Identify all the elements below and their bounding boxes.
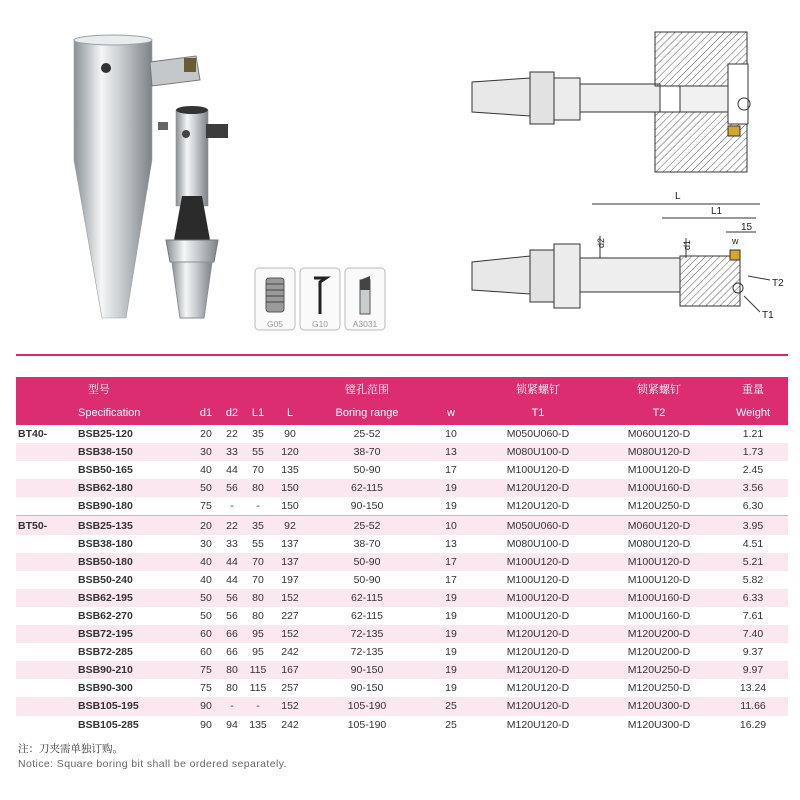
cell-L: 257 bbox=[281, 682, 299, 695]
cell-series bbox=[16, 607, 74, 625]
cell-L: 152 bbox=[272, 625, 308, 643]
table-row bbox=[16, 589, 788, 607]
cell-series bbox=[16, 661, 74, 679]
cell-series bbox=[16, 571, 74, 589]
cell-d1: 50 bbox=[192, 479, 220, 497]
cell-spec: BSB62-270 bbox=[78, 609, 133, 622]
cell-series bbox=[16, 697, 74, 715]
accessory-label-a3031: A3031 bbox=[352, 319, 378, 329]
cell-spec: BSB25-135 bbox=[74, 516, 192, 535]
cell-L1: 35 bbox=[252, 428, 264, 441]
cell-t2: M120U300-D bbox=[627, 718, 691, 731]
cell-d1: 60 bbox=[192, 625, 220, 643]
cell-d2: 22 bbox=[226, 428, 238, 441]
th-weight-cn: 重量 bbox=[718, 377, 788, 401]
cell-t2: M060U120-D bbox=[627, 428, 691, 441]
table-row bbox=[16, 643, 788, 661]
cell-L: 150 bbox=[281, 500, 299, 513]
cell-t2: M120U300-D bbox=[600, 697, 718, 715]
cell-L: 152 bbox=[272, 589, 308, 607]
cell-L: 92 bbox=[272, 516, 308, 535]
accessory-g10 bbox=[300, 268, 340, 330]
cell-t2: M120U250-D bbox=[627, 500, 691, 513]
cell-series bbox=[16, 497, 74, 516]
cell-weight: 3.56 bbox=[718, 479, 788, 497]
dim-L1: L1 bbox=[711, 206, 723, 217]
cell-t1: M050U060-D bbox=[506, 428, 570, 441]
cell-range: 90-150 bbox=[308, 661, 426, 679]
cell-spec: BSB38-150 bbox=[74, 443, 192, 461]
cell-L1: 70 bbox=[244, 553, 272, 571]
dim-w: w bbox=[732, 236, 739, 246]
cell-w: 17 bbox=[426, 553, 476, 571]
spec-table bbox=[16, 377, 788, 734]
cell-d2: 33 bbox=[220, 443, 244, 461]
accessory-g05 bbox=[255, 268, 295, 330]
cell-range: 50-90 bbox=[353, 464, 381, 477]
dim-T2: T2 bbox=[772, 278, 784, 289]
cell-weight: 7.61 bbox=[742, 609, 764, 622]
cell-t2: M100U160-D bbox=[600, 589, 718, 607]
cell-d2: - bbox=[230, 500, 234, 513]
cell-range: 72-135 bbox=[308, 625, 426, 643]
cell-series: BT40- bbox=[18, 428, 48, 441]
cell-range: 105-190 bbox=[347, 718, 387, 731]
cell-range: 62-115 bbox=[308, 589, 426, 607]
cell-w: 19 bbox=[426, 625, 476, 643]
cell-L: 242 bbox=[281, 646, 299, 659]
cell-t1: M120U120-D bbox=[476, 697, 600, 715]
cell-L: 137 bbox=[281, 537, 299, 550]
cell-d1: 90 bbox=[200, 718, 212, 731]
cell-t1: M120U120-D bbox=[476, 479, 600, 497]
cell-d2: 44 bbox=[226, 573, 238, 586]
th-t2-cn: 锁紧螺钉 bbox=[600, 377, 718, 401]
cell-range: 50-90 bbox=[353, 573, 381, 586]
th-t1-cn: 锁紧螺钉 bbox=[476, 377, 600, 401]
cell-L: 242 bbox=[281, 718, 299, 731]
cell-weight: 1.21 bbox=[742, 428, 764, 441]
table-row bbox=[16, 461, 788, 479]
cell-weight: 6.33 bbox=[718, 589, 788, 607]
cell-t1: M080U100-D bbox=[476, 443, 600, 461]
th-d1: d1 bbox=[192, 401, 220, 425]
dim-15: 15 bbox=[741, 222, 753, 233]
cell-range: 38-70 bbox=[353, 537, 381, 550]
cell-t1: M100U120-D bbox=[506, 573, 570, 586]
cell-t1: M100U120-D bbox=[476, 589, 600, 607]
cell-t1: M100U120-D bbox=[506, 464, 570, 477]
cell-d1: 60 bbox=[200, 646, 212, 659]
cell-d1: 75 bbox=[200, 682, 212, 695]
cell-spec: BSB38-180 bbox=[78, 537, 133, 550]
table-row bbox=[16, 679, 788, 697]
dim-T1: T1 bbox=[762, 310, 774, 321]
dim-d2: d2 bbox=[596, 237, 606, 248]
table-row bbox=[16, 571, 788, 589]
cell-L1: 70 bbox=[252, 573, 264, 586]
cell-weight: 9.97 bbox=[718, 661, 788, 679]
dim-d1: d1 bbox=[682, 239, 692, 250]
table-row bbox=[16, 553, 788, 571]
th-t1: T1 bbox=[476, 401, 600, 425]
cell-range: 25-52 bbox=[353, 428, 381, 441]
cell-L: 137 bbox=[272, 553, 308, 571]
cell-w: 19 bbox=[445, 646, 457, 659]
cell-t2: M100U120-D bbox=[600, 553, 718, 571]
cell-t1: M100U120-D bbox=[476, 553, 600, 571]
th-w: w bbox=[426, 401, 476, 425]
cell-spec: BSB72-285 bbox=[78, 646, 133, 659]
table-row bbox=[16, 516, 788, 535]
header-row-en bbox=[16, 401, 788, 425]
cell-w: 13 bbox=[426, 443, 476, 461]
cell-series bbox=[16, 553, 74, 571]
cell-weight: 7.40 bbox=[718, 625, 788, 643]
cell-range: 50-90 bbox=[308, 553, 426, 571]
cell-t1: M120U120-D bbox=[506, 718, 570, 731]
cell-t2: M120U200-D bbox=[600, 625, 718, 643]
cell-series bbox=[16, 461, 74, 479]
cell-weight: 5.82 bbox=[742, 573, 764, 586]
table-row bbox=[16, 697, 788, 715]
cell-weight: 3.95 bbox=[718, 516, 788, 535]
cell-w: 25 bbox=[445, 718, 457, 731]
cell-t1: M100U120-D bbox=[506, 609, 570, 622]
table-row bbox=[16, 625, 788, 643]
cell-d2: 66 bbox=[220, 625, 244, 643]
cell-t2: M100U160-D bbox=[600, 479, 718, 497]
th-spec: Specification bbox=[74, 401, 192, 425]
cell-t1: M120U120-D bbox=[476, 625, 600, 643]
cell-L1: 70 bbox=[252, 464, 264, 477]
cell-series: BT50- bbox=[16, 516, 74, 535]
cell-d2: 80 bbox=[220, 661, 244, 679]
cell-L1: - bbox=[256, 500, 260, 513]
cell-t2: M120U250-D bbox=[600, 661, 718, 679]
cell-range: 62-115 bbox=[351, 609, 383, 622]
cell-t1: M120U120-D bbox=[506, 682, 570, 695]
cell-weight: 5.21 bbox=[718, 553, 788, 571]
table-row bbox=[16, 607, 788, 625]
notes bbox=[18, 742, 287, 772]
cell-L1: 80 bbox=[244, 589, 272, 607]
cell-w: 19 bbox=[426, 661, 476, 679]
cell-range: 72-135 bbox=[350, 646, 384, 659]
table-row bbox=[16, 661, 788, 679]
cell-d1: 20 bbox=[200, 428, 212, 441]
cell-t2: M100U120-D bbox=[627, 464, 691, 477]
cell-spec: BSB50-240 bbox=[78, 573, 133, 586]
table-row bbox=[16, 443, 788, 461]
cell-d2: 80 bbox=[226, 682, 238, 695]
cell-weight: 9.37 bbox=[742, 646, 764, 659]
th-d2: d2 bbox=[220, 401, 244, 425]
cell-range: 105-190 bbox=[308, 697, 426, 715]
cell-spec: BSB90-210 bbox=[74, 661, 192, 679]
cell-range: 90-150 bbox=[350, 500, 384, 513]
cell-w: 19 bbox=[426, 589, 476, 607]
cell-L: 135 bbox=[281, 464, 299, 477]
cell-L1: 35 bbox=[244, 516, 272, 535]
accessory-label-g05: G05 bbox=[266, 319, 284, 329]
cell-L1: 80 bbox=[244, 479, 272, 497]
dimension-drawing bbox=[472, 204, 770, 312]
cell-L1: 115 bbox=[244, 661, 272, 679]
table-row bbox=[16, 535, 788, 553]
cell-d2: 44 bbox=[226, 464, 238, 477]
cell-d2: 22 bbox=[220, 516, 244, 535]
cell-t2: M120U250-D bbox=[627, 682, 691, 695]
cell-t2: M120U200-D bbox=[627, 646, 691, 659]
cell-d1: 50 bbox=[200, 609, 212, 622]
cell-d1: 75 bbox=[200, 500, 212, 513]
cell-L: 227 bbox=[281, 609, 299, 622]
cell-w: 25 bbox=[426, 697, 476, 715]
cell-d2: - bbox=[220, 697, 244, 715]
cell-L1: 115 bbox=[249, 682, 267, 695]
cell-w: 17 bbox=[445, 464, 457, 477]
cell-d2: 56 bbox=[220, 589, 244, 607]
cell-series bbox=[16, 535, 74, 553]
cell-w: 10 bbox=[445, 428, 457, 441]
cell-d1: 30 bbox=[192, 443, 220, 461]
cell-spec: BSB62-180 bbox=[74, 479, 192, 497]
cell-d2: 56 bbox=[226, 609, 238, 622]
cell-t1: M120U120-D bbox=[476, 661, 600, 679]
small-tool-holder-photo bbox=[158, 106, 228, 318]
cell-d2: 33 bbox=[226, 537, 238, 550]
cell-series bbox=[16, 716, 74, 734]
cell-spec: BSB105-195 bbox=[74, 697, 192, 715]
cell-weight: 16.29 bbox=[739, 718, 767, 731]
product-photo-and-drawings bbox=[0, 0, 800, 345]
cell-t1: M050U060-D bbox=[476, 516, 600, 535]
cell-L1: 135 bbox=[249, 718, 267, 731]
cell-w: 19 bbox=[445, 500, 457, 513]
cell-L: 150 bbox=[272, 479, 308, 497]
cell-d1: 50 bbox=[192, 589, 220, 607]
cell-weight: 11.66 bbox=[718, 697, 788, 715]
cell-weight: 1.73 bbox=[718, 443, 788, 461]
cell-range: 25-52 bbox=[308, 516, 426, 535]
cell-w: 17 bbox=[445, 573, 457, 586]
cell-w: 10 bbox=[426, 516, 476, 535]
cell-weight: 4.51 bbox=[742, 537, 764, 550]
cell-t2: M080U120-D bbox=[600, 443, 718, 461]
cell-t1: M080U100-D bbox=[506, 537, 570, 550]
cell-L: 152 bbox=[272, 697, 308, 715]
cell-range: 62-115 bbox=[308, 479, 426, 497]
cell-series bbox=[16, 625, 74, 643]
cell-spec: BSB105-285 bbox=[78, 718, 139, 731]
cell-series bbox=[16, 443, 74, 461]
cell-w: 13 bbox=[445, 537, 457, 550]
product-images bbox=[0, 0, 800, 345]
cell-weight: 6.30 bbox=[742, 500, 764, 513]
table-row bbox=[16, 716, 788, 734]
cell-t2: M080U120-D bbox=[627, 537, 691, 550]
cell-range: 38-70 bbox=[308, 443, 426, 461]
cell-L1: 55 bbox=[252, 537, 264, 550]
cell-d1: 40 bbox=[200, 573, 212, 586]
cell-L1: 55 bbox=[244, 443, 272, 461]
cell-spec: BSB50-180 bbox=[74, 553, 192, 571]
th-range: Boring range bbox=[308, 401, 426, 425]
cell-d1: 40 bbox=[200, 464, 212, 477]
cell-d2: 44 bbox=[220, 553, 244, 571]
th-L1: L1 bbox=[244, 401, 272, 425]
table-row bbox=[16, 497, 788, 516]
header-row-cn bbox=[16, 377, 788, 401]
cell-L: 120 bbox=[272, 443, 308, 461]
cell-d2: 94 bbox=[226, 718, 238, 731]
cell-spec: BSB90-300 bbox=[78, 682, 133, 695]
cell-t1: M120U120-D bbox=[506, 500, 570, 513]
cell-weight: 13.24 bbox=[739, 682, 767, 695]
cell-series bbox=[16, 589, 74, 607]
cell-d1: 40 bbox=[192, 553, 220, 571]
cell-t2: M060U120-D bbox=[600, 516, 718, 535]
cell-L1: 95 bbox=[244, 625, 272, 643]
cell-L: 197 bbox=[281, 573, 299, 586]
cell-d2: 66 bbox=[226, 646, 238, 659]
spec-table-body bbox=[16, 425, 788, 734]
th-t2: T2 bbox=[600, 401, 718, 425]
th-model-cn: 型号 bbox=[74, 377, 192, 401]
cell-spec: BSB25-120 bbox=[78, 428, 133, 441]
cell-L1: 80 bbox=[252, 609, 264, 622]
cell-t1: M120U120-D bbox=[506, 646, 570, 659]
cell-t2: M100U160-D bbox=[627, 609, 691, 622]
cell-weight: 2.45 bbox=[742, 464, 764, 477]
cell-w: 19 bbox=[445, 682, 457, 695]
cell-series bbox=[16, 643, 74, 661]
cell-spec: BSB62-195 bbox=[74, 589, 192, 607]
cell-spec: BSB50-165 bbox=[78, 464, 133, 477]
cell-series bbox=[16, 479, 74, 497]
drawing-in-workpiece bbox=[472, 32, 750, 172]
table-row bbox=[16, 479, 788, 497]
cell-d1: 75 bbox=[192, 661, 220, 679]
dim-L: L bbox=[675, 191, 681, 202]
table-row bbox=[16, 425, 788, 443]
cell-L1: - bbox=[244, 697, 272, 715]
th-range-cn: 镗孔范围 bbox=[308, 377, 426, 401]
cell-d1: 20 bbox=[192, 516, 220, 535]
cell-spec: BSB72-195 bbox=[74, 625, 192, 643]
cell-t2: M100U120-D bbox=[627, 573, 691, 586]
note-en: Notice: Square boring bit shall be ordered separately. bbox=[18, 758, 287, 770]
cell-range: 90-150 bbox=[350, 682, 384, 695]
accessory-label-g10: G10 bbox=[311, 319, 329, 329]
cell-w: 19 bbox=[445, 609, 457, 622]
cell-series bbox=[16, 679, 74, 697]
cell-L: 167 bbox=[272, 661, 308, 679]
cell-d1: 90 bbox=[192, 697, 220, 715]
cell-spec: BSB90-180 bbox=[78, 500, 133, 513]
section-divider bbox=[16, 354, 788, 356]
cell-w: 19 bbox=[426, 479, 476, 497]
cell-L: 90 bbox=[284, 428, 296, 441]
th-weight: Weight bbox=[718, 401, 788, 425]
cell-d1: 30 bbox=[200, 537, 212, 550]
cell-d2: 56 bbox=[220, 479, 244, 497]
accessory-a3031 bbox=[345, 268, 385, 330]
cell-L1: 95 bbox=[252, 646, 264, 659]
note-cn: 注：刀夹需单独订购。 bbox=[18, 743, 123, 755]
th-L: L bbox=[272, 401, 308, 425]
